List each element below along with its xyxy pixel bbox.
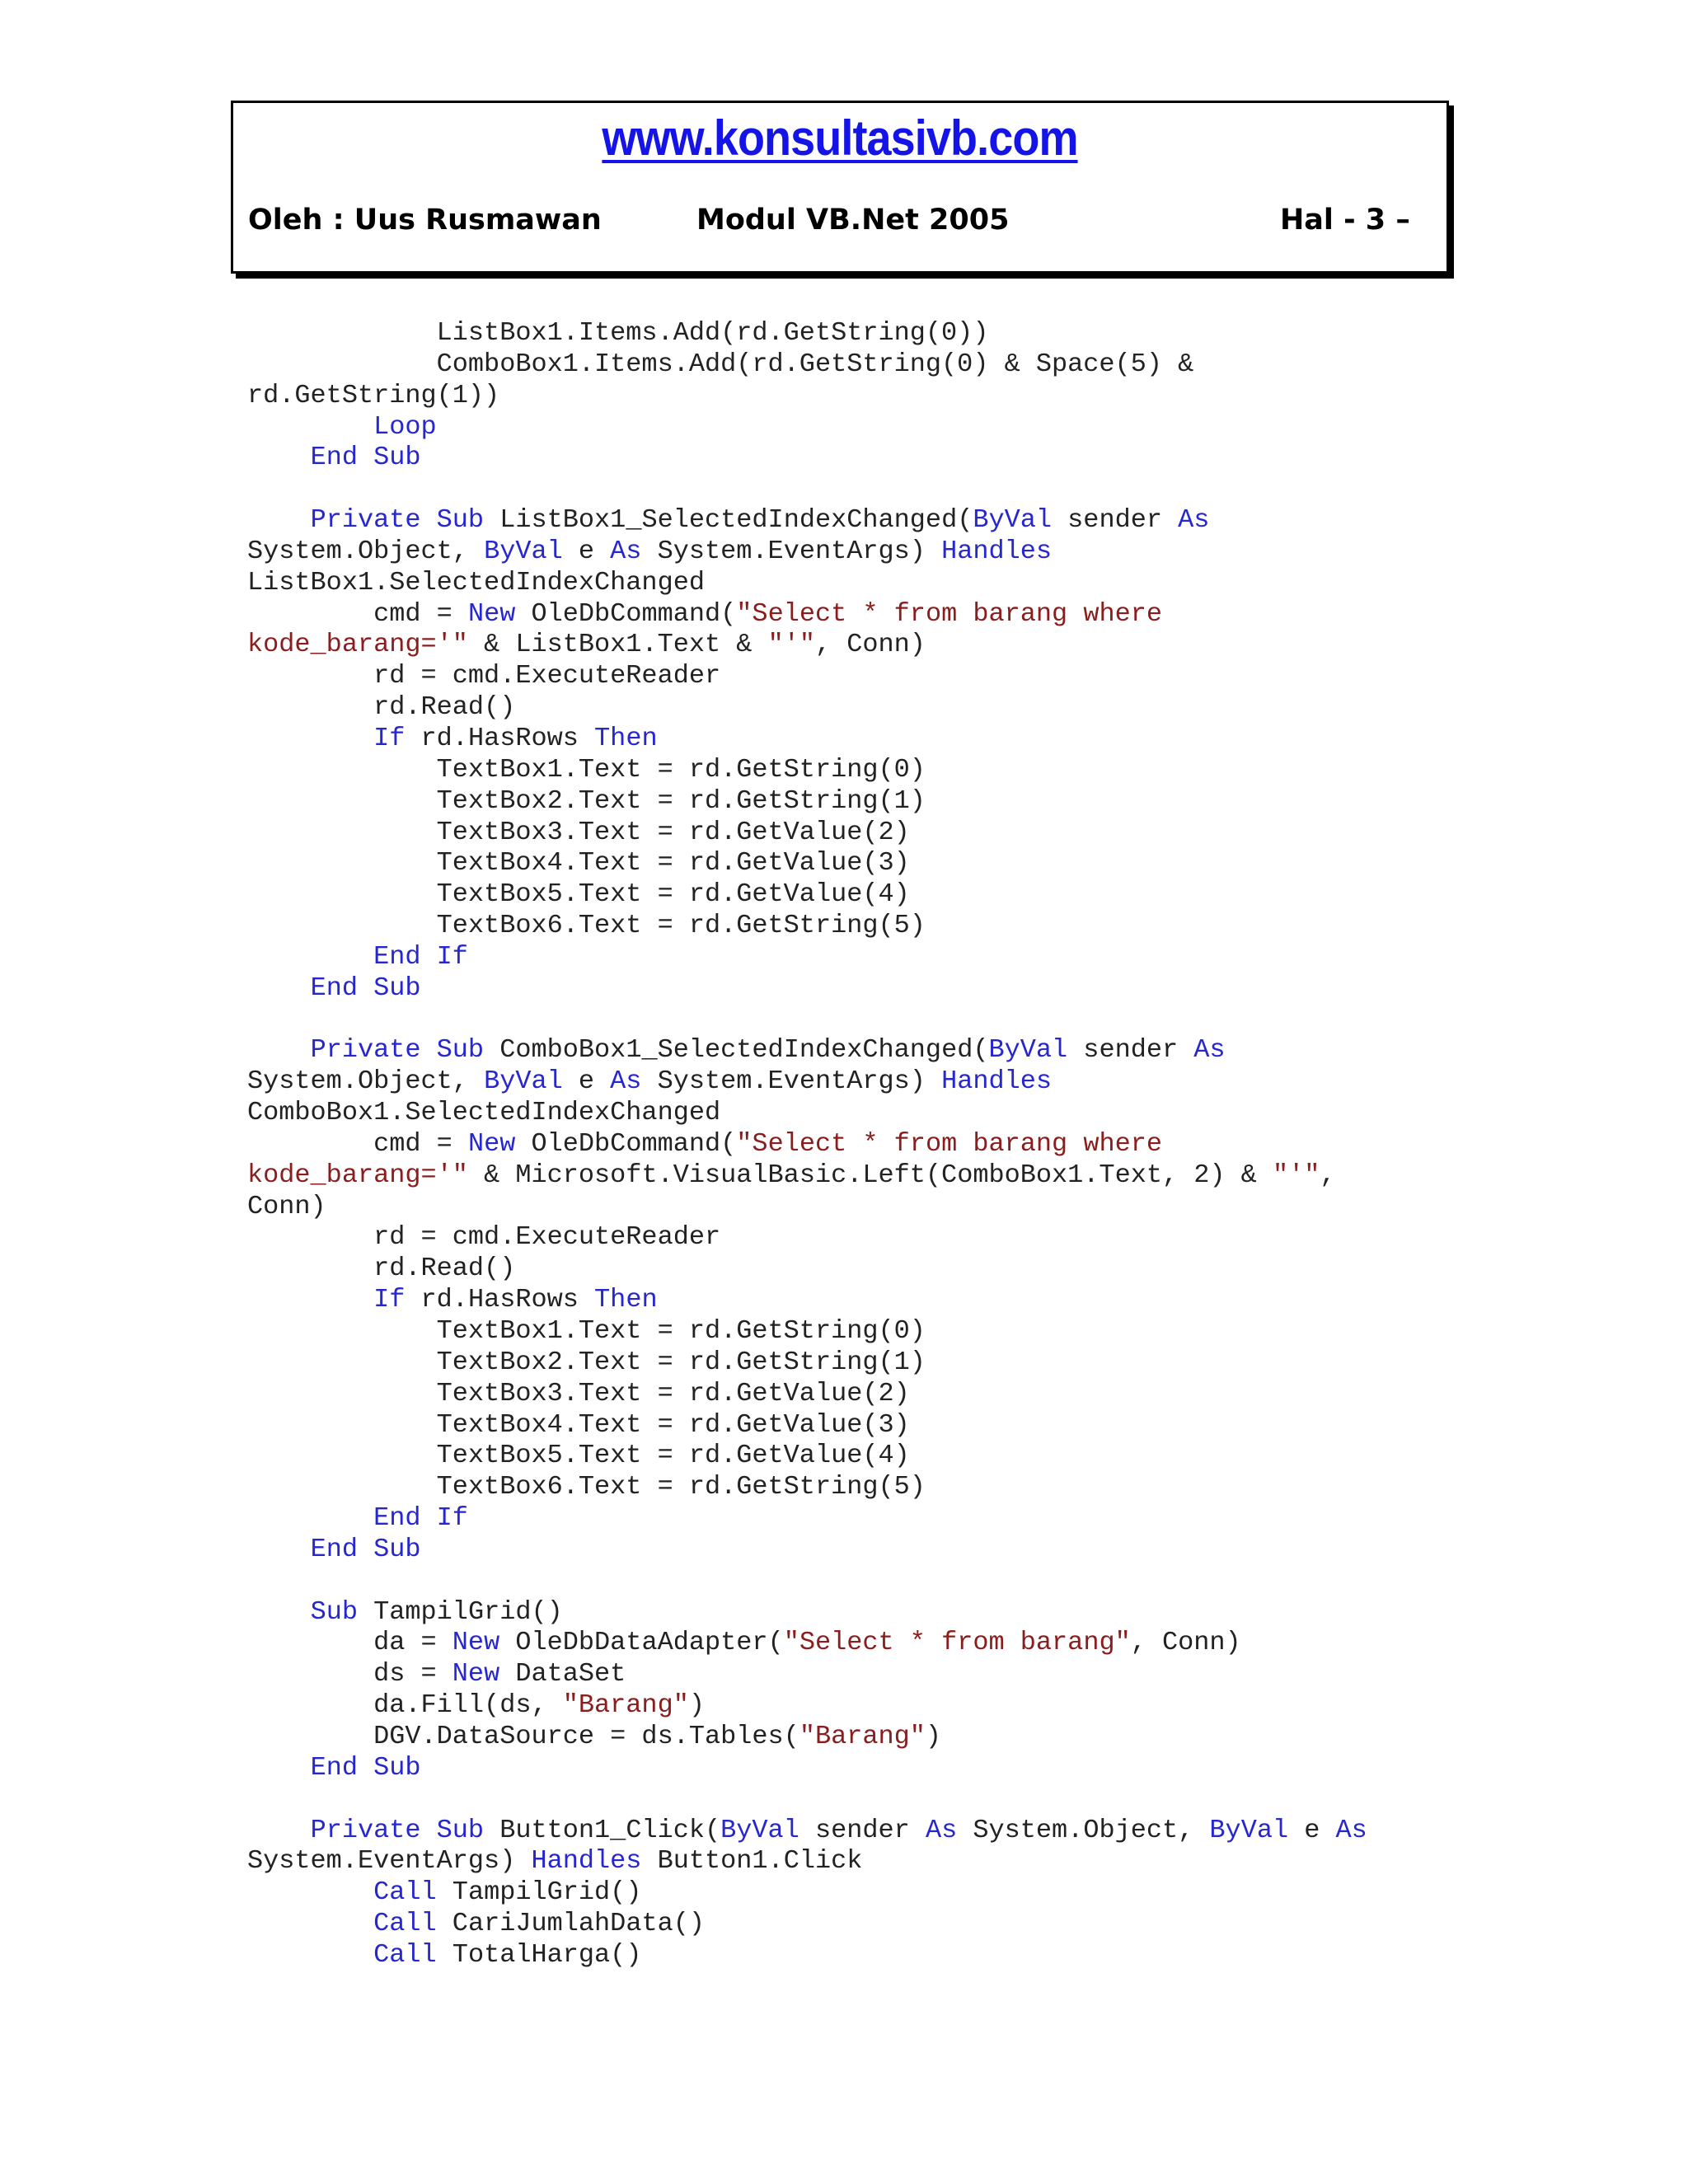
code-keyword: Private Sub (310, 1034, 485, 1066)
code-keyword: Then (594, 722, 658, 753)
code-text (247, 1502, 373, 1533)
code-keyword: As (1193, 1034, 1226, 1066)
code-keyword: As (610, 535, 642, 566)
code-text (247, 1284, 373, 1315)
code-line (247, 1066, 1367, 1097)
code-text: OleDbDataAdapter( (499, 1627, 784, 1658)
code-text (247, 941, 373, 972)
code-keyword: As (925, 1814, 958, 1845)
code-keyword: Then (594, 1284, 658, 1315)
code-text: , Conn) (814, 629, 926, 660)
code-text: System.Object, (957, 1814, 1210, 1845)
code-text: da.Fill(ds, (247, 1690, 563, 1721)
code-text: OleDbCommand( (515, 598, 737, 629)
code-text: , Conn) (1130, 1627, 1241, 1658)
code-line (247, 691, 1367, 723)
code-line (247, 411, 1367, 443)
code-line (247, 1284, 1367, 1315)
code-keyword: If (373, 722, 406, 753)
code-string: "Barang" (799, 1720, 926, 1751)
code-text: cmd = (247, 1127, 468, 1159)
code-text (247, 411, 373, 442)
code-line (247, 1877, 1367, 1908)
code-line (247, 1004, 1367, 1035)
code-line (247, 817, 1367, 848)
code-text: ) (925, 1720, 942, 1751)
code-line (247, 1596, 1367, 1628)
code-listing (247, 317, 1367, 1971)
code-text: rd = cmd.ExecuteReader (247, 1221, 721, 1253)
code-text: TextBox6.Text = rd.GetString(5) (247, 910, 926, 941)
code-keyword: New (467, 598, 516, 629)
code-text: TampilGrid() (436, 1877, 642, 1908)
code-line (247, 1097, 1367, 1128)
code-text: TextBox1.Text = rd.GetString(0) (247, 753, 926, 785)
code-line (247, 785, 1367, 817)
code-line (247, 1502, 1367, 1534)
code-text: e (562, 535, 611, 566)
code-keyword: Sub (310, 1596, 358, 1627)
code-string: kode_barang='" (247, 1159, 468, 1190)
code-line (247, 1534, 1367, 1565)
code-line (247, 536, 1367, 567)
code-keyword: End Sub (310, 1533, 421, 1564)
code-text: OleDbCommand( (515, 1127, 737, 1159)
code-text: & ListBox1.Text & (467, 629, 768, 660)
code-keyword: Loop (373, 410, 437, 442)
code-line (247, 1378, 1367, 1409)
code-text: TextBox4.Text = rd.GetValue(3) (247, 1408, 910, 1440)
code-line (247, 629, 1367, 660)
code-keyword: Handles (941, 1066, 1053, 1097)
code-text: ListBox1.Items.Add(rd.GetString(0)) (247, 317, 989, 348)
code-text: ds = (247, 1658, 452, 1690)
code-string: "Barang" (562, 1690, 689, 1721)
code-string: "'" (767, 629, 815, 660)
code-text: rd.HasRows (405, 1284, 595, 1315)
code-text: rd.Read() (247, 691, 516, 723)
code-text (247, 1534, 311, 1564)
code-text: System.Object, (247, 1066, 485, 1097)
code-line (247, 1939, 1367, 1971)
code-line (247, 1845, 1367, 1877)
code-keyword: Handles (941, 535, 1053, 566)
code-keyword: Handles (531, 1845, 642, 1877)
code-line (247, 380, 1367, 411)
code-keyword: ByVal (973, 504, 1053, 536)
code-text: Button1_Click( (484, 1814, 721, 1845)
code-text: TotalHarga() (436, 1938, 642, 1970)
code-text: TextBox3.Text = rd.GetValue(2) (247, 816, 910, 847)
code-text: ComboBox1.Items.Add(rd.GetString(0) & Space(5) & (247, 348, 1194, 379)
code-text: ListBox1_SelectedIndexChanged( (484, 504, 973, 536)
code-text: System.EventArgs) (247, 1845, 532, 1877)
code-string: kode_barang='" (247, 629, 468, 660)
code-keyword: If (373, 1284, 406, 1315)
code-text (247, 1034, 311, 1065)
code-line (247, 910, 1367, 941)
code-keyword: As (1335, 1814, 1367, 1845)
code-text: , (1320, 1159, 1336, 1190)
code-text: Button1.Click (641, 1845, 863, 1877)
code-text: TextBox5.Text = rd.GetValue(4) (247, 1440, 910, 1471)
code-keyword: Call (373, 1877, 437, 1908)
code-text: CariJumlahData() (436, 1908, 706, 1939)
code-line (247, 349, 1367, 380)
code-text: TextBox2.Text = rd.GetString(1) (247, 785, 926, 816)
code-line (247, 972, 1367, 1004)
code-text (247, 442, 311, 472)
code-line (247, 847, 1367, 879)
code-text: System.EventArgs) (641, 535, 942, 566)
code-keyword: ByVal (1209, 1814, 1289, 1845)
code-keyword: ByVal (484, 1066, 563, 1097)
code-line (247, 1440, 1367, 1471)
code-string: "Select * from barang where (736, 598, 1163, 629)
code-text: sender (799, 1814, 926, 1845)
code-text: ) (688, 1690, 705, 1721)
code-text (247, 1939, 373, 1970)
code-text: TextBox4.Text = rd.GetValue(3) (247, 847, 910, 879)
code-text (247, 1815, 311, 1845)
code-line (247, 1815, 1367, 1846)
code-line (247, 754, 1367, 785)
code-keyword: End Sub (310, 972, 421, 1003)
code-text: rd.GetString(1)) (247, 379, 500, 410)
code-keyword: End If (373, 940, 468, 972)
code-text: e (1288, 1814, 1336, 1845)
code-text (247, 972, 311, 1003)
code-string: "Select * from barang where (736, 1127, 1163, 1159)
code-line (247, 941, 1367, 972)
code-line (247, 1471, 1367, 1502)
code-text: ListBox1.SelectedIndexChanged (247, 566, 705, 598)
code-keyword: End Sub (310, 1751, 421, 1783)
code-line (247, 1221, 1367, 1253)
page-number: Hal - 3 – (1280, 204, 1410, 237)
code-text (247, 1908, 373, 1938)
code-keyword: As (1178, 504, 1210, 536)
code-string: "'" (1272, 1159, 1320, 1190)
code-text: sender (1052, 504, 1179, 536)
code-line (247, 660, 1367, 691)
code-line (247, 473, 1367, 504)
code-text: TextBox2.Text = rd.GetString(1) (247, 1346, 926, 1377)
code-keyword: ByVal (484, 535, 563, 566)
code-text: sender (1067, 1034, 1194, 1066)
code-text: DGV.DataSource = ds.Tables( (247, 1720, 799, 1751)
code-keyword: Call (373, 1908, 437, 1939)
code-keyword: End If (373, 1502, 468, 1534)
code-text: System.Object, (247, 535, 485, 566)
code-line (247, 1690, 1367, 1721)
code-text: TextBox3.Text = rd.GetValue(2) (247, 1377, 910, 1408)
code-keyword: ByVal (720, 1814, 799, 1845)
code-line (247, 1409, 1367, 1441)
code-line (247, 1908, 1367, 1939)
code-line (247, 1783, 1367, 1815)
code-line (247, 442, 1367, 473)
code-line (247, 1347, 1367, 1378)
code-line (247, 1565, 1367, 1596)
code-text: & Microsoft.VisualBasic.Left(ComboBox1.Text, 2) & (467, 1159, 1273, 1190)
site-link[interactable]: www.konsultasivb.com (602, 110, 1078, 166)
code-text: rd = cmd.ExecuteReader (247, 660, 721, 691)
code-text: System.EventArgs) (641, 1066, 942, 1097)
code-text (247, 1596, 311, 1627)
code-text (247, 1752, 311, 1783)
code-text: ComboBox1.SelectedIndexChanged (247, 1097, 721, 1128)
code-line (247, 1160, 1367, 1191)
code-text (247, 723, 373, 753)
code-line (247, 879, 1367, 910)
code-text (247, 1877, 373, 1907)
code-text: e (562, 1066, 611, 1097)
page-header (231, 101, 1449, 274)
code-text: cmd = (247, 598, 468, 629)
code-line (247, 1627, 1367, 1658)
code-text: TampilGrid() (357, 1596, 563, 1627)
code-line (247, 1721, 1367, 1752)
code-text: TextBox1.Text = rd.GetString(0) (247, 1315, 926, 1346)
code-line (247, 1752, 1367, 1783)
code-keyword: As (610, 1066, 642, 1097)
code-text: Conn) (247, 1190, 326, 1221)
code-line (247, 1658, 1367, 1690)
code-keyword: Private Sub (310, 1814, 485, 1845)
code-keyword: Private Sub (310, 504, 485, 536)
code-text: ComboBox1_SelectedIndexChanged( (484, 1034, 989, 1066)
code-line (247, 317, 1367, 349)
code-keyword: New (467, 1127, 516, 1159)
code-line (247, 504, 1367, 536)
code-line (247, 1128, 1367, 1160)
code-line (247, 1253, 1367, 1284)
code-text (247, 504, 311, 535)
code-keyword: End Sub (310, 442, 421, 473)
code-line (247, 723, 1367, 754)
code-text: rd.HasRows (405, 722, 595, 753)
code-line (247, 1034, 1367, 1066)
code-keyword: ByVal (988, 1034, 1068, 1066)
author-label: Oleh : Uus Rusmawan (248, 204, 602, 237)
code-text: TextBox5.Text = rd.GetValue(4) (247, 879, 910, 910)
code-string: "Select * from barang" (783, 1627, 1131, 1658)
code-keyword: New (452, 1658, 500, 1690)
code-line (247, 567, 1367, 598)
code-text: DataSet (499, 1658, 626, 1690)
code-line (247, 1315, 1367, 1347)
module-title: Modul VB.Net 2005 (696, 204, 1010, 237)
code-keyword: Call (373, 1938, 437, 1970)
code-text: TextBox6.Text = rd.GetString(5) (247, 1471, 926, 1502)
code-text: da = (247, 1627, 452, 1658)
code-text: rd.Read() (247, 1253, 516, 1284)
code-line (247, 598, 1367, 630)
code-line (247, 1191, 1367, 1222)
code-keyword: New (452, 1627, 500, 1658)
